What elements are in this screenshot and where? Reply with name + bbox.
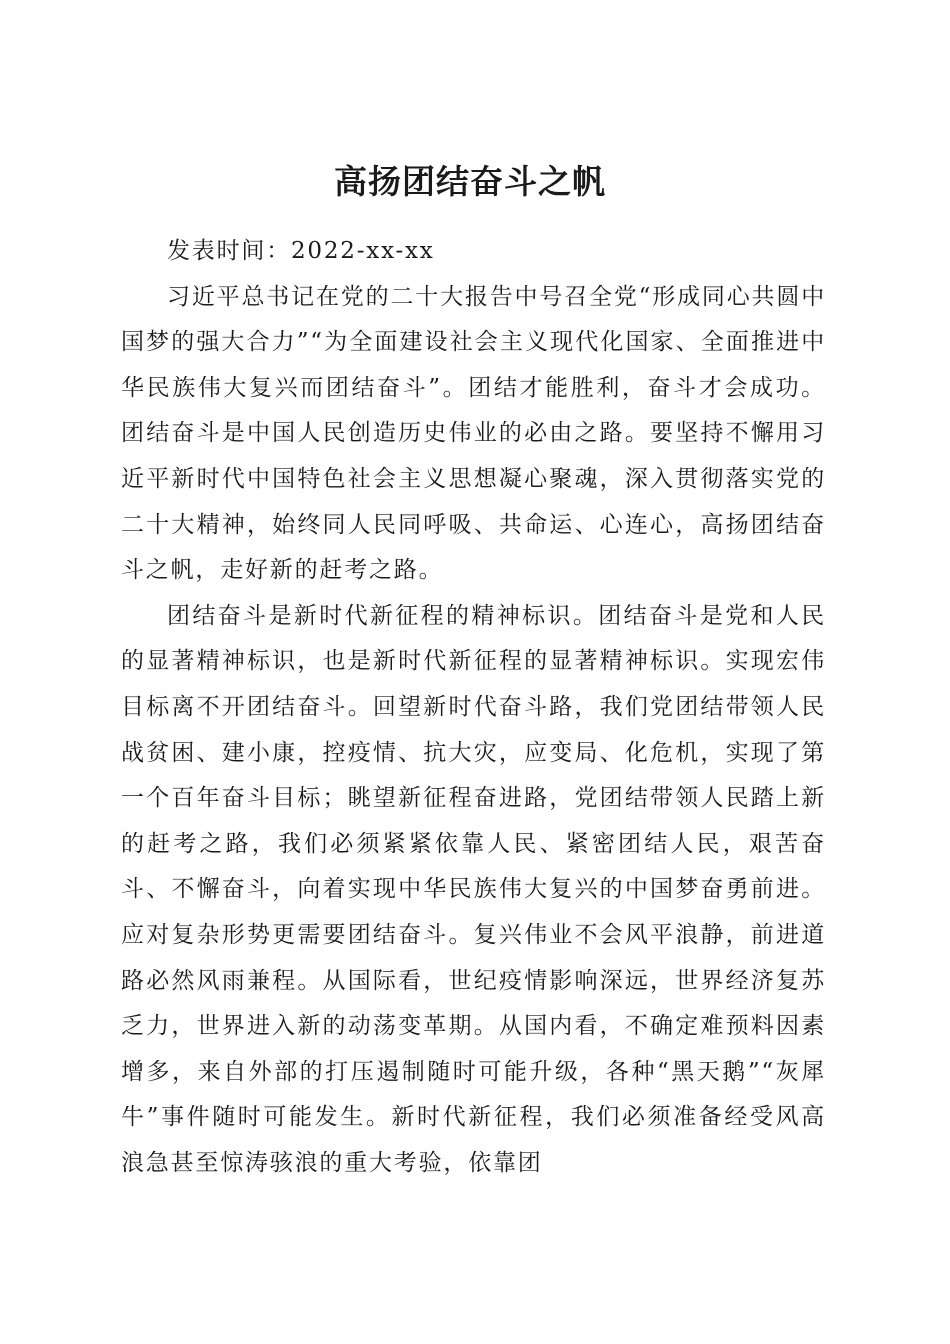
document-title: 高扬团结奋斗之帆 [334,162,606,202]
document-body [121,229,826,1186]
publish-date-line: 发表时间：2022-xx-xx [167,238,435,264]
paragraph: 团结奋斗是新时代新征程的精神标识。团结奋斗是党和人民的显著精神标识，也是新时代新征程的显著精神标识。实现宏伟目标离不开团结奋斗。回望新时代奋斗路，我们党团结带领人民战贫困、建小康，控疫情、抗大灾，应变局、化危机，实现了第一个百年奋斗目标；眺望新征程奋进路，党团结带领人民踏上新的赶考之路，我们必须紧紧依靠人民、紧密团结人民，艰苦奋斗、不懈奋斗，向着实现中华民族伟大复兴的中国梦奋勇前进。应对复杂形势更需要团结奋斗。复兴伟业不会风平浪静，前进道路必然风雨兼程。从国际看，世纪疫情影响深远，世界经济复苏乏力，世界进入新的动荡变革期。从国内看，不确定难预料因素增多，来自外部的打压遏制随时可能升级，各种“黑天鹅”“灰犀牛”事件随时可能发生。新时代新征程，我们必须准备经受风高浪急甚至惊涛骇浪的重大考验，依靠团 [121,602,826,1176]
paragraph: 习近平总书记在党的二十大报告中号召全党“形成同心共圆中国梦的强大合力”“为全面建设社会主义现代化国家、全面推进中华民族伟大复兴而团结奋斗”。团结才能胜利，奋斗才会成功。团结奋斗是中国人民创造历史伟业的必由之路。要坚持不懈用习近平新时代中国特色社会主义思想凝心聚魂，深入贯彻落实党的二十大精神，始终同人民同呼吸、共命运、心连心，高扬团结奋斗之帆，走好新的赶考之路。 [121,283,826,584]
